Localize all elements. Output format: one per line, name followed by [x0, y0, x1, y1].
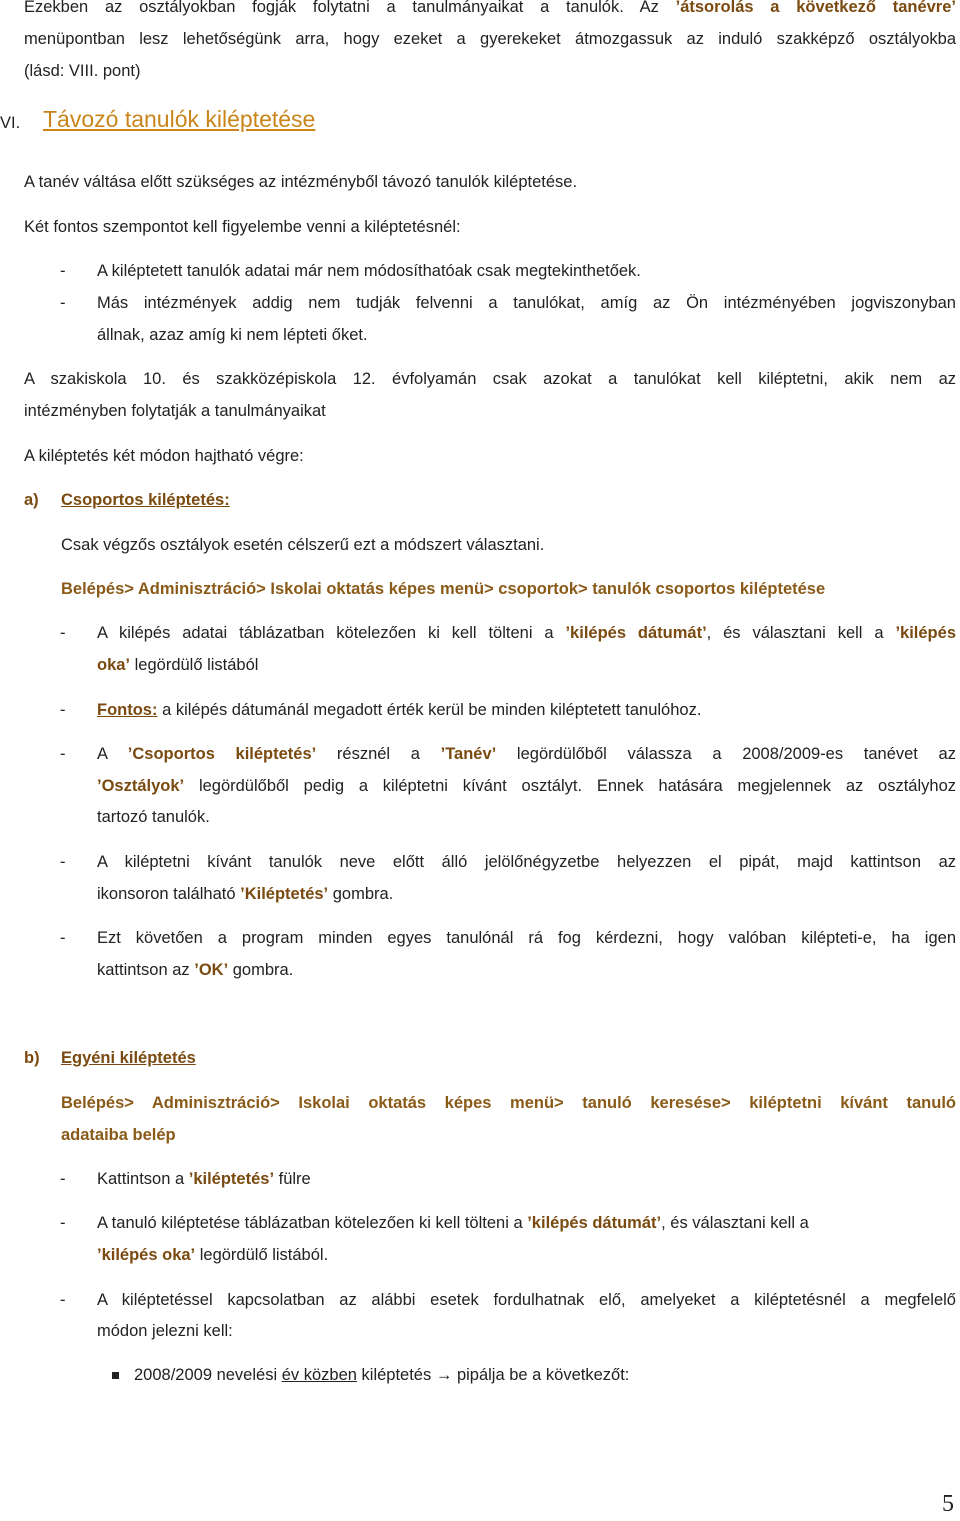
intro-text: Ezekben az osztályokban fogják folytatni a tanulmányaikat a tanulók. Az	[24, 0, 659, 16]
menu-path-text: Belépés> Adminisztráció> Iskolai oktatás képes menü> csoportok> tanulók csoportos kiléptetése	[61, 580, 826, 598]
dash-marker: -	[60, 745, 66, 763]
b-item-3-line-1: A kiléptetéssel kapcsolatban az alábbi esetek fordulhatnak elő, amelyeket a kiléptetésnél a megfelelő	[97, 1291, 956, 1309]
dash-marker: -	[60, 262, 66, 280]
b-bullet-item: 2008/2009 nevelési év közben kiléptetés → pipálja be a következőt:	[134, 1366, 630, 1384]
arrow-right-icon: →	[435, 1366, 453, 1384]
a-item-4-line-2: ikonsoron található ’Kiléptetés’ gombra.	[97, 885, 394, 903]
intro-line-3: (lásd: VIII. pont)	[24, 62, 141, 80]
b-item-1: Kattintson a ’kiléptetés’ fülre	[97, 1170, 311, 1188]
paragraph-3-line-2: intézményben folytatják a tanulmányaikat	[24, 402, 326, 420]
dash-marker: -	[60, 1214, 66, 1232]
dash-item-2-line-2: állnak, azaz amíg ki nem lépteti őket.	[97, 326, 368, 344]
section-number: VI.	[0, 114, 21, 132]
menu-reference: ’átsorolás a következő tanévre’	[675, 0, 956, 16]
paragraph-4: A kiléptetés két módon hajtható végre:	[24, 447, 304, 465]
dash-item-2-line-1: Más intézmények addig nem tudják felvenni a tanulókat, amíg az Ön intézményében jogviszonyban	[97, 294, 956, 312]
a-item-4-line-1: A kiléptetni kívánt tanulók neve előtt álló jelölőnégyzetbe helyezzen el pipát, majd kattintson az	[97, 853, 956, 871]
a-item-3-line-3: tartozó tanulók.	[97, 808, 210, 826]
a-item-3-line-2: ’Osztályok’ legördülőből pedig a kiléptetni kívánt osztályt. Ennek hatására megjelennek az osztályhoz	[97, 777, 956, 795]
intro-line-1	[24, 0, 956, 23]
subsection-a-menu-path	[61, 574, 956, 605]
dash-marker: -	[60, 929, 66, 947]
section-title: Távozó tanulók kiléptetése	[43, 106, 316, 132]
page-number: 5	[942, 1491, 954, 1517]
intro-line-2: menüpontban lesz lehetőségünk arra, hogy ezeket a gyerekeket átmozgassuk az induló szakképző osztályokba	[24, 30, 956, 48]
subsection-b-menu-path-line-1: Belépés> Adminisztráció> Iskolai oktatás képes menü> tanuló keresése> kiléptetni kívánt tanuló	[61, 1094, 956, 1112]
subsection-b-title: Egyéni kiléptetés	[61, 1049, 196, 1067]
paragraph-3-line-1: A szakiskola 10. és szakközépiskola 12. évfolyamán csak azokat a tanulókat kell kiléptetni, akik nem az	[24, 370, 956, 388]
square-bullet-icon	[112, 1372, 119, 1379]
paragraph-2: Két fontos szempontot kell figyelembe venni a kiléptetésnél:	[24, 218, 461, 236]
dash-marker: -	[60, 1170, 66, 1188]
b-item-2-line-2: ’kilépés oka’ legördülő listából.	[97, 1246, 329, 1264]
a-item-3-line-1: A ’Csoportos kiléptetés’ résznél a ’Tanév’ legördülőből válassza a 2008/2009-es tanévet az	[97, 745, 956, 763]
b-item-2-line-1: A tanuló kiléptetése táblázatban kötelezően ki kell tölteni a ’kilépés dátumát’, és választani kell a	[97, 1214, 809, 1232]
a-item-1-line-2: oka’ legördülő listából	[97, 656, 259, 674]
dash-marker: -	[60, 294, 66, 312]
subsection-b-menu-path-line-2: adataiba belép	[61, 1126, 176, 1144]
subsection-b-letter: b)	[24, 1049, 40, 1067]
paragraph-1: A tanév váltása előtt szükséges az intézményből távozó tanulók kiléptetése.	[24, 173, 578, 191]
b-item-3-line-2: módon jelezni kell:	[97, 1322, 233, 1340]
dash-marker: -	[60, 624, 66, 642]
dash-marker: -	[60, 701, 66, 719]
subsection-a-letter: a)	[24, 491, 39, 509]
dash-item-1: A kiléptetett tanulók adatai már nem módosíthatóak csak megtekinthetőek.	[97, 262, 641, 280]
dash-marker: -	[60, 1291, 66, 1309]
subsection-a-title: Csoportos kiléptetés:	[61, 491, 230, 509]
a-item-5-line-2: kattintson az ’OK’ gombra.	[97, 961, 294, 979]
dash-marker: -	[60, 853, 66, 871]
subsection-a-desc: Csak végzős osztályok esetén célszerű ezt a módszert választani.	[61, 536, 545, 554]
a-item-1-line-1: A kilépés adatai táblázatban kötelezően ki kell tölteni a ’kilépés dátumát’, és választani kell a ’kilépés	[97, 624, 956, 642]
a-item-2: Fontos: a kilépés dátumánál megadott érték kerül be minden kiléptetett tanulóhoz.	[97, 701, 702, 719]
a-item-5-line-1: Ezt követően a program minden egyes tanulónál rá fog kérdezni, hogy valóban kilépteti-e, ha igen	[97, 929, 956, 947]
